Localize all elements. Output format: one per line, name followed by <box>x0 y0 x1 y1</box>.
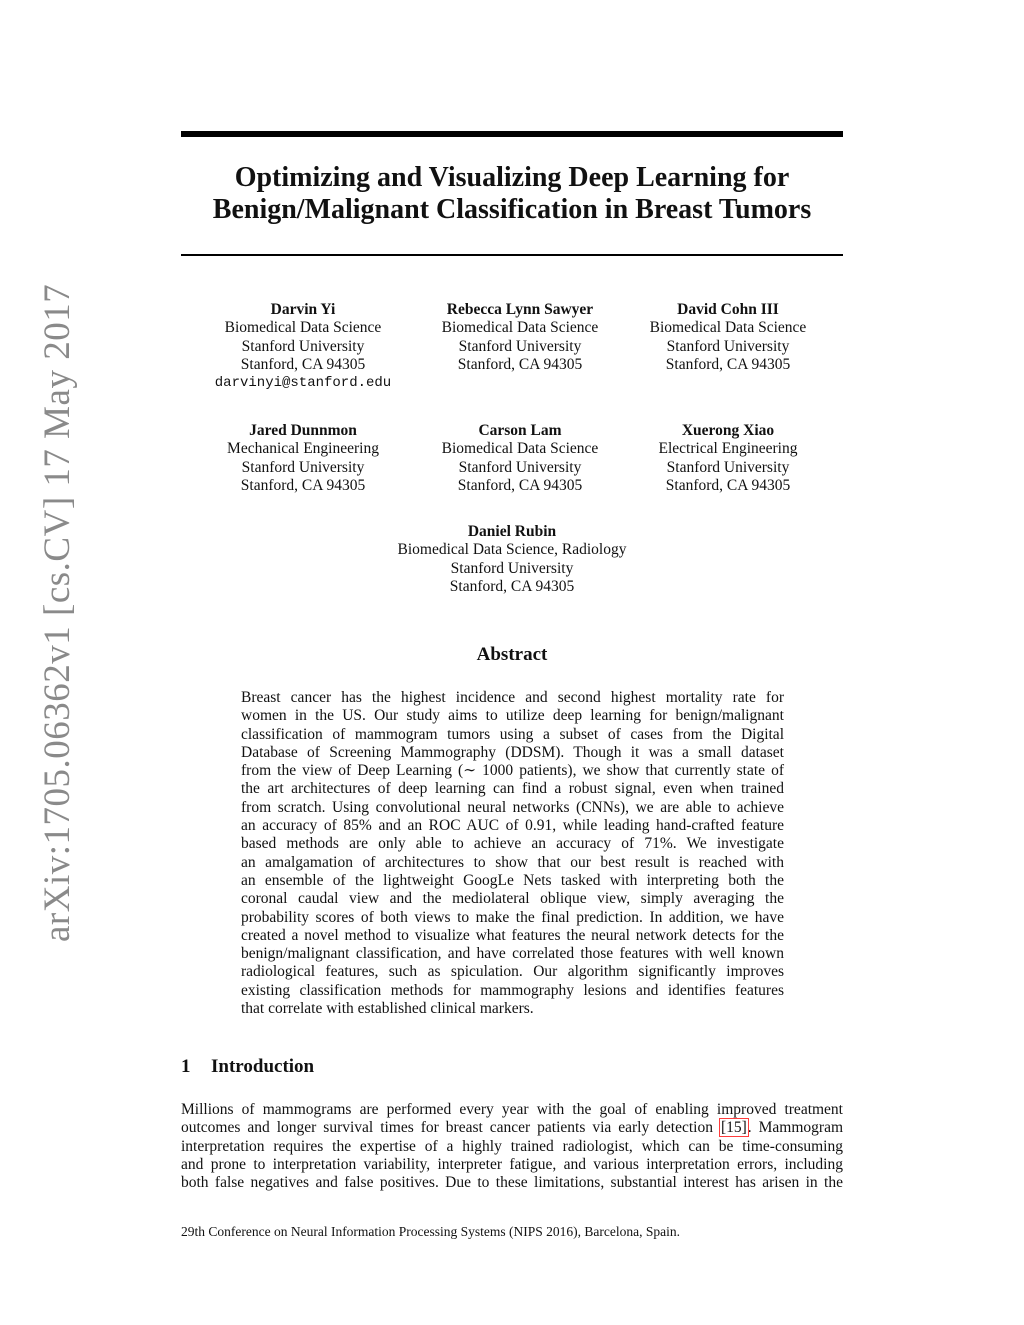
author-name: Daniel Rubin <box>467 523 557 540</box>
abstract-line: created a novel method to visualize what features the neural network detects for the <box>241 926 784 944</box>
abstract-line: based methods are only able to achieve an accuracy of 71%. We investigate <box>241 835 784 853</box>
author-address: Stanford, CA 94305 <box>665 355 791 373</box>
author-address: Stanford, CA 94305 <box>449 577 575 595</box>
intro-line: both false negatives and false positives. Due to these limitations, substantial interest has arisen in the <box>181 1174 843 1192</box>
abstract-line: the art architectures of deep learning can find a robust signal, even when trained <box>241 780 784 798</box>
abstract-line: radiological features, such as spiculation. Our algorithm significantly improves <box>241 963 784 981</box>
abstract-line: Database of Screening Mammography (DDSM). Though it was a small dataset <box>241 743 784 761</box>
title-bottom-rule <box>181 254 843 256</box>
citation-link[interactable]: [15] <box>720 1119 747 1137</box>
abstract-body <box>241 689 784 1018</box>
author-name: Carson Lam <box>478 422 562 439</box>
intro-text: outcomes and longer survival times for breast cancer patients via early detection <box>181 1119 720 1137</box>
author-department: Electrical Engineering <box>658 440 798 458</box>
author-block <box>400 422 640 495</box>
author-department: Biomedical Data Science <box>441 440 599 458</box>
author-name: Xuerong Xiao <box>681 422 775 439</box>
author-university: Stanford University <box>666 458 790 476</box>
intro-line: and prone to interpretation variability, interpreter fatigue, and various interpretation errors, including <box>181 1155 843 1173</box>
author-university: Stanford University <box>450 559 574 577</box>
author-block <box>608 301 848 374</box>
author-name: Rebecca Lynn Sawyer <box>446 301 594 318</box>
author-block <box>183 422 423 495</box>
abstract-line: women in the US. Our study aims to utilize deep learning for benign/malignant <box>241 707 784 725</box>
conference-footnote: 29th Conference on Neural Information Processing Systems (NIPS 2016), Barcelona, Spain. <box>181 1224 681 1239</box>
section-title: Introduction <box>211 1056 315 1077</box>
author-block <box>362 523 662 596</box>
author-department: Mechanical Engineering <box>227 440 379 458</box>
abstract-line: probability scores of both views to make the final prediction. In addition, we have <box>241 908 784 926</box>
author-address: Stanford, CA 94305 <box>240 355 366 373</box>
author-department: Biomedical Data Science <box>441 319 599 337</box>
paper-title <box>181 162 843 226</box>
author-university: Stanford University <box>666 337 790 355</box>
intro-line: interpretation requires the expertise of a highly trained radiologist, which can be time-consuming <box>181 1137 843 1155</box>
author-block <box>400 301 640 374</box>
author-address: Stanford, CA 94305 <box>240 476 366 494</box>
abstract-line: that correlate with established clinical markers. <box>241 1000 534 1018</box>
introduction-body <box>181 1101 843 1192</box>
author-department: Biomedical Data Science <box>224 319 382 337</box>
author-university: Stanford University <box>241 458 365 476</box>
abstract-line: coronal caudal view and the mediolateral oblique view, simply averaging the <box>241 890 784 908</box>
author-block <box>608 422 848 495</box>
author-university: Stanford University <box>241 337 365 355</box>
intro-text: . Mammogram <box>747 1119 844 1137</box>
abstract-line: from scratch. Using convolutional neural networks (CNNs), we are able to achieve <box>241 798 784 816</box>
abstract-line: classification of mammogram tumors using a subset of cases from the Digital <box>241 725 784 743</box>
abstract-heading: Abstract <box>476 644 548 665</box>
abstract-line: an ensemble of the lightweight GoogLe Nets tasked with interpreting both the <box>241 871 784 889</box>
author-block <box>183 301 423 392</box>
section-number: 1 <box>181 1056 191 1077</box>
author-university: Stanford University <box>458 337 582 355</box>
author-university: Stanford University <box>458 458 582 476</box>
author-address: Stanford, CA 94305 <box>457 476 583 494</box>
author-department: Biomedical Data Science, Radiology <box>397 541 627 559</box>
author-name: Darvin Yi <box>270 301 336 318</box>
intro-line <box>181 1119 843 1137</box>
title-line-2: Benign/Malignant Classification in Breast Tumors <box>212 194 812 225</box>
abstract-line: Breast cancer has the highest incidence and second highest mortality rate for <box>241 689 784 706</box>
author-address: Stanford, CA 94305 <box>457 355 583 373</box>
abstract-line: benign/malignant classification, and have correlated those features with well known <box>241 945 784 963</box>
intro-line: Millions of mammograms are performed every year with the goal of enabling improved treatment <box>181 1101 843 1118</box>
arxiv-identifier-stamp: arXiv:1705.06362v1 [cs.CV] 17 May 2017 <box>37 283 78 942</box>
author-name: David Cohn III <box>677 301 779 318</box>
abstract-line: from the view of Deep Learning (∼ 1000 patients), we show that currently state of <box>241 762 784 780</box>
abstract-line: an amalgamation of architectures to show that our best result is reached with <box>241 853 784 871</box>
title-top-rule <box>181 131 843 137</box>
author-name: Jared Dunnmon <box>249 422 357 439</box>
author-email[interactable]: darvinyi@stanford.edu <box>214 375 392 392</box>
section-heading-introduction <box>181 1056 314 1078</box>
abstract-line: existing classification methods for mammography lesions and identifies features <box>241 981 784 999</box>
abstract-line: an accuracy of 85% and an ROC AUC of 0.91, while leading hand-crafted feature <box>241 817 784 835</box>
author-address: Stanford, CA 94305 <box>665 476 791 494</box>
title-line-1: Optimizing and Visualizing Deep Learning for <box>234 162 790 193</box>
author-department: Biomedical Data Science <box>649 319 807 337</box>
